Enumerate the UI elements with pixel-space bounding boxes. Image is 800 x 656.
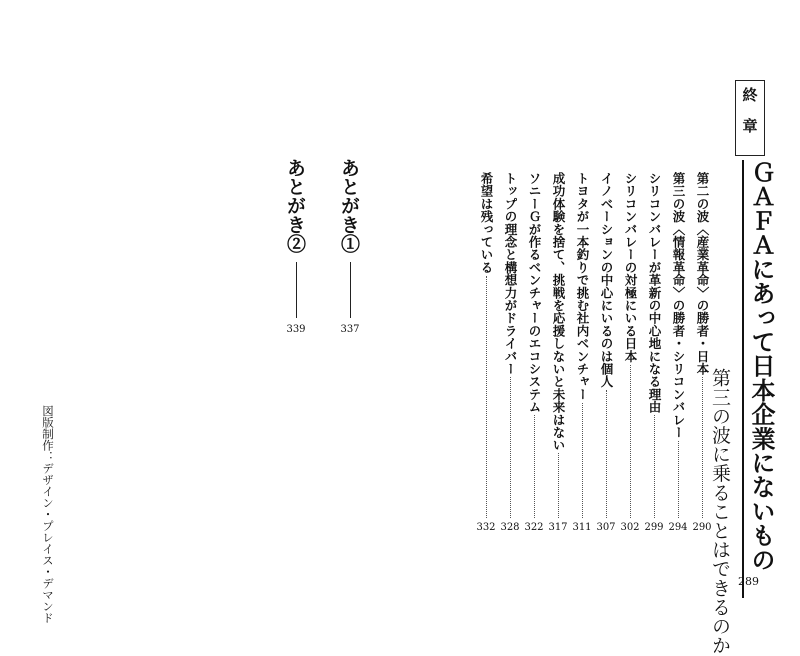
toc-entry-page: 311 bbox=[572, 522, 592, 533]
afterword-rule bbox=[350, 262, 351, 318]
dot-leader bbox=[606, 390, 607, 518]
chapter-badge bbox=[735, 80, 765, 156]
toc-entry-page: 328 bbox=[500, 522, 520, 533]
toc-entry[interactable] bbox=[573, 172, 591, 518]
dot-leader bbox=[558, 453, 559, 518]
toc-entry[interactable] bbox=[621, 172, 639, 518]
chapter-page-number: 289 bbox=[738, 575, 759, 588]
chapter-badge-label: 終章 bbox=[740, 87, 759, 149]
afterword-entry[interactable]: あとがき① bbox=[338, 158, 360, 253]
toc-entry[interactable] bbox=[477, 172, 495, 518]
toc-entry-label: 成功体験を捨て、挑戦を応援しないと未来はない bbox=[551, 172, 566, 452]
toc-entry-label: シリコンバレーが革新の中心地になる理由 bbox=[647, 172, 662, 414]
dot-leader bbox=[654, 415, 655, 518]
chapter-title: ＧＡＦＡにあって日本企業にないもの bbox=[747, 160, 776, 572]
toc-entry-label: ソニーＧが作るベンチャーのエコシステム bbox=[527, 172, 542, 414]
toc-entry[interactable] bbox=[669, 172, 687, 518]
afterword-page: 337 bbox=[340, 324, 360, 335]
toc-entry[interactable] bbox=[597, 172, 615, 518]
toc-entry-label: 第三の波〈情報革命〉の勝者・シリコンバレー bbox=[671, 172, 686, 439]
toc-entry[interactable] bbox=[645, 172, 663, 518]
dot-leader bbox=[630, 365, 631, 519]
toc-entry-page: 322 bbox=[524, 522, 544, 533]
toc-entry[interactable] bbox=[549, 172, 567, 518]
dot-leader bbox=[510, 377, 511, 518]
toc-entry[interactable] bbox=[693, 172, 711, 518]
dot-leader bbox=[486, 276, 487, 518]
toc-entry-label: 第二の波〈産業革命〉の勝者・日本 bbox=[695, 172, 710, 376]
toc-entry-page: 294 bbox=[668, 522, 688, 533]
toc-entry[interactable] bbox=[525, 172, 543, 518]
dot-leader bbox=[534, 415, 535, 518]
toc-entry-page: 317 bbox=[548, 522, 568, 533]
toc-entry[interactable] bbox=[501, 172, 519, 518]
dot-leader bbox=[582, 403, 583, 518]
afterword-rule bbox=[296, 262, 297, 318]
afterword-entry[interactable]: あとがき② bbox=[284, 158, 306, 253]
toc-entry-page: 332 bbox=[476, 522, 496, 533]
toc-entry-page: 302 bbox=[620, 522, 640, 533]
toc-entry-label: トヨタが一本釣りで挑む社内ベンチャー bbox=[575, 172, 590, 401]
toc-entry-page: 299 bbox=[644, 522, 664, 533]
toc-entry-label: 希望は残っている bbox=[479, 172, 494, 274]
figure-credit: 図版制作：デザイン・プレイス・デマンド bbox=[41, 405, 55, 624]
toc-entry-label: トップの理念と構想力がドライバー bbox=[503, 172, 518, 376]
toc-entry-label: イノベーションの中心にいるのは個人 bbox=[599, 172, 614, 388]
chapter-subtitle: 第三の波に乗ることはできるのか bbox=[709, 368, 731, 655]
toc-entry-page: 307 bbox=[596, 522, 616, 533]
toc-entry-label: シリコンバレーの対極にいる日本 bbox=[623, 172, 638, 363]
toc-entry-page: 290 bbox=[692, 522, 712, 533]
dot-leader bbox=[678, 441, 679, 518]
afterword-page: 339 bbox=[286, 324, 306, 335]
dot-leader bbox=[702, 377, 703, 518]
